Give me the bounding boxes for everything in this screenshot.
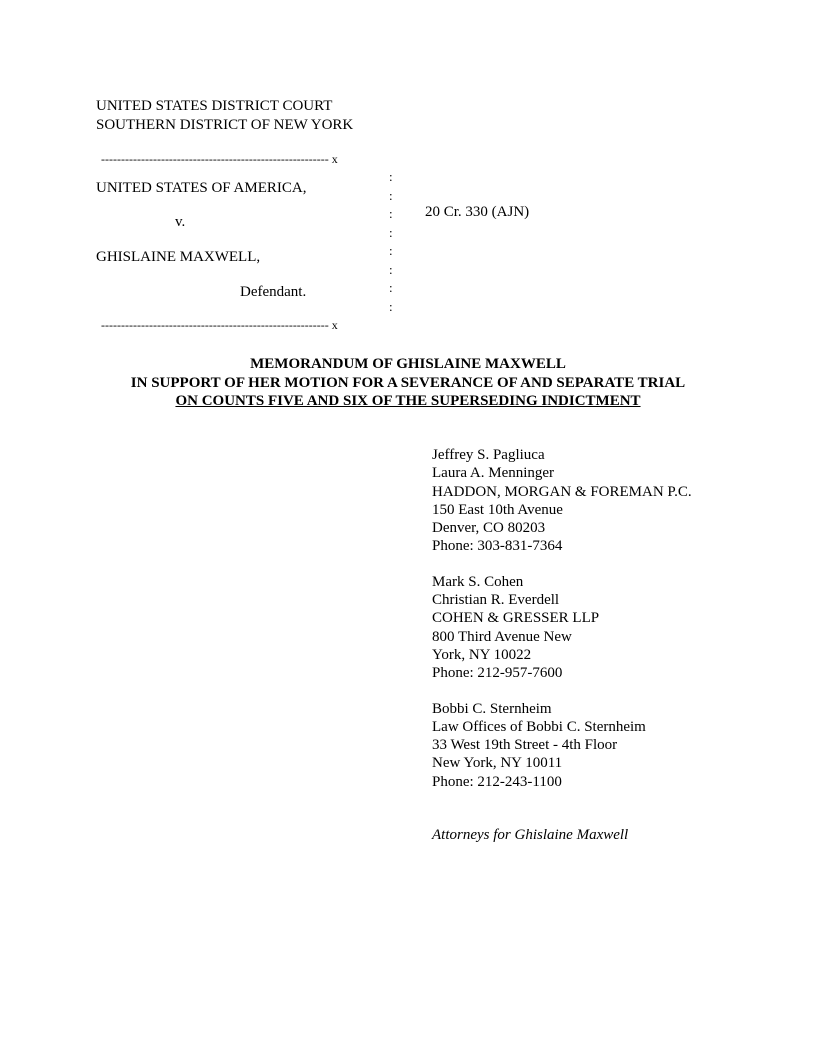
- counsel-line: Christian R. Everdell: [432, 592, 560, 609]
- caption-colon: :: [389, 224, 393, 240]
- counsel-group-haddon: [432, 446, 692, 556]
- counsel-line: HADDON, MORGAN & FOREMAN P.C.: [432, 483, 692, 500]
- counsel-line: Phone: 303-831-7364: [432, 538, 563, 555]
- title-line-2: IN SUPPORT OF HER MOTION FOR A SEVERANCE OF AND SEPARATE TRIAL: [130, 374, 686, 391]
- caption-colon: :: [389, 243, 393, 258]
- counsel-group-cohen-gresser: [432, 573, 692, 683]
- counsel-line: COHEN & GRESSER LLP: [432, 610, 600, 627]
- counsel-line: York, NY 10022: [432, 646, 532, 663]
- counsel-line: Bobbi C. Sternheim: [432, 700, 552, 717]
- counsel-line: Laura A. Menninger: [432, 465, 555, 482]
- caption-separator-bottom: --------------------------------------------------------- x: [101, 318, 338, 332]
- defendant-label: Defendant.: [240, 284, 307, 300]
- court-district: SOUTHERN DISTRICT OF NEW YORK: [96, 116, 354, 133]
- caption-colon: :: [389, 298, 393, 314]
- counsel-line: Phone: 212-243-1100: [432, 773, 562, 790]
- caption-colon: :: [389, 169, 393, 184]
- plaintiff-name: UNITED STATES OF AMERICA,: [96, 180, 307, 196]
- counsel-line: Denver, CO 80203: [432, 520, 546, 537]
- title-line-1: MEMORANDUM OF GHISLAINE MAXWELL: [250, 356, 566, 372]
- counsel-group-sternheim: [432, 700, 692, 791]
- document-title: [0, 355, 816, 411]
- case-number: 20 Cr. 330 (AJN): [425, 204, 530, 220]
- caption-colon-column: [389, 168, 393, 316]
- defendant-name: GHISLAINE MAXWELL,: [96, 249, 261, 265]
- counsel-line: 33 West 19th Street - 4th Floor: [432, 737, 618, 754]
- attorneys-for-label: Attorneys for Ghislaine Maxwell: [432, 827, 629, 843]
- counsel-line: Mark S. Cohen: [432, 573, 524, 590]
- caption-colon: :: [389, 261, 393, 277]
- counsel-line: New York, NY 10011: [432, 755, 563, 772]
- counsel-line: Law Offices of Bobbi C. Sternheim: [432, 718, 646, 735]
- court-header: [96, 97, 353, 134]
- caption-separator-top: --------------------------------------------------------- x: [101, 152, 338, 166]
- counsel-line: Phone: 212-957-7600: [432, 665, 563, 682]
- caption-colon: :: [389, 206, 393, 221]
- counsel-line: Jeffrey S. Pagliuca: [432, 447, 545, 463]
- counsel-signature-block: [432, 446, 692, 808]
- title-line-3: ON COUNTS FIVE AND SIX OF THE SUPERSEDING INDICTMENT: [175, 393, 641, 409]
- counsel-line: 800 Third Avenue New: [432, 628, 572, 645]
- caption-colon: :: [389, 187, 393, 203]
- counsel-line: 150 East 10th Avenue: [432, 501, 563, 518]
- court-name: UNITED STATES DISTRICT COURT: [96, 98, 333, 114]
- caption-colon: :: [389, 280, 393, 295]
- versus-label: v.: [175, 214, 186, 230]
